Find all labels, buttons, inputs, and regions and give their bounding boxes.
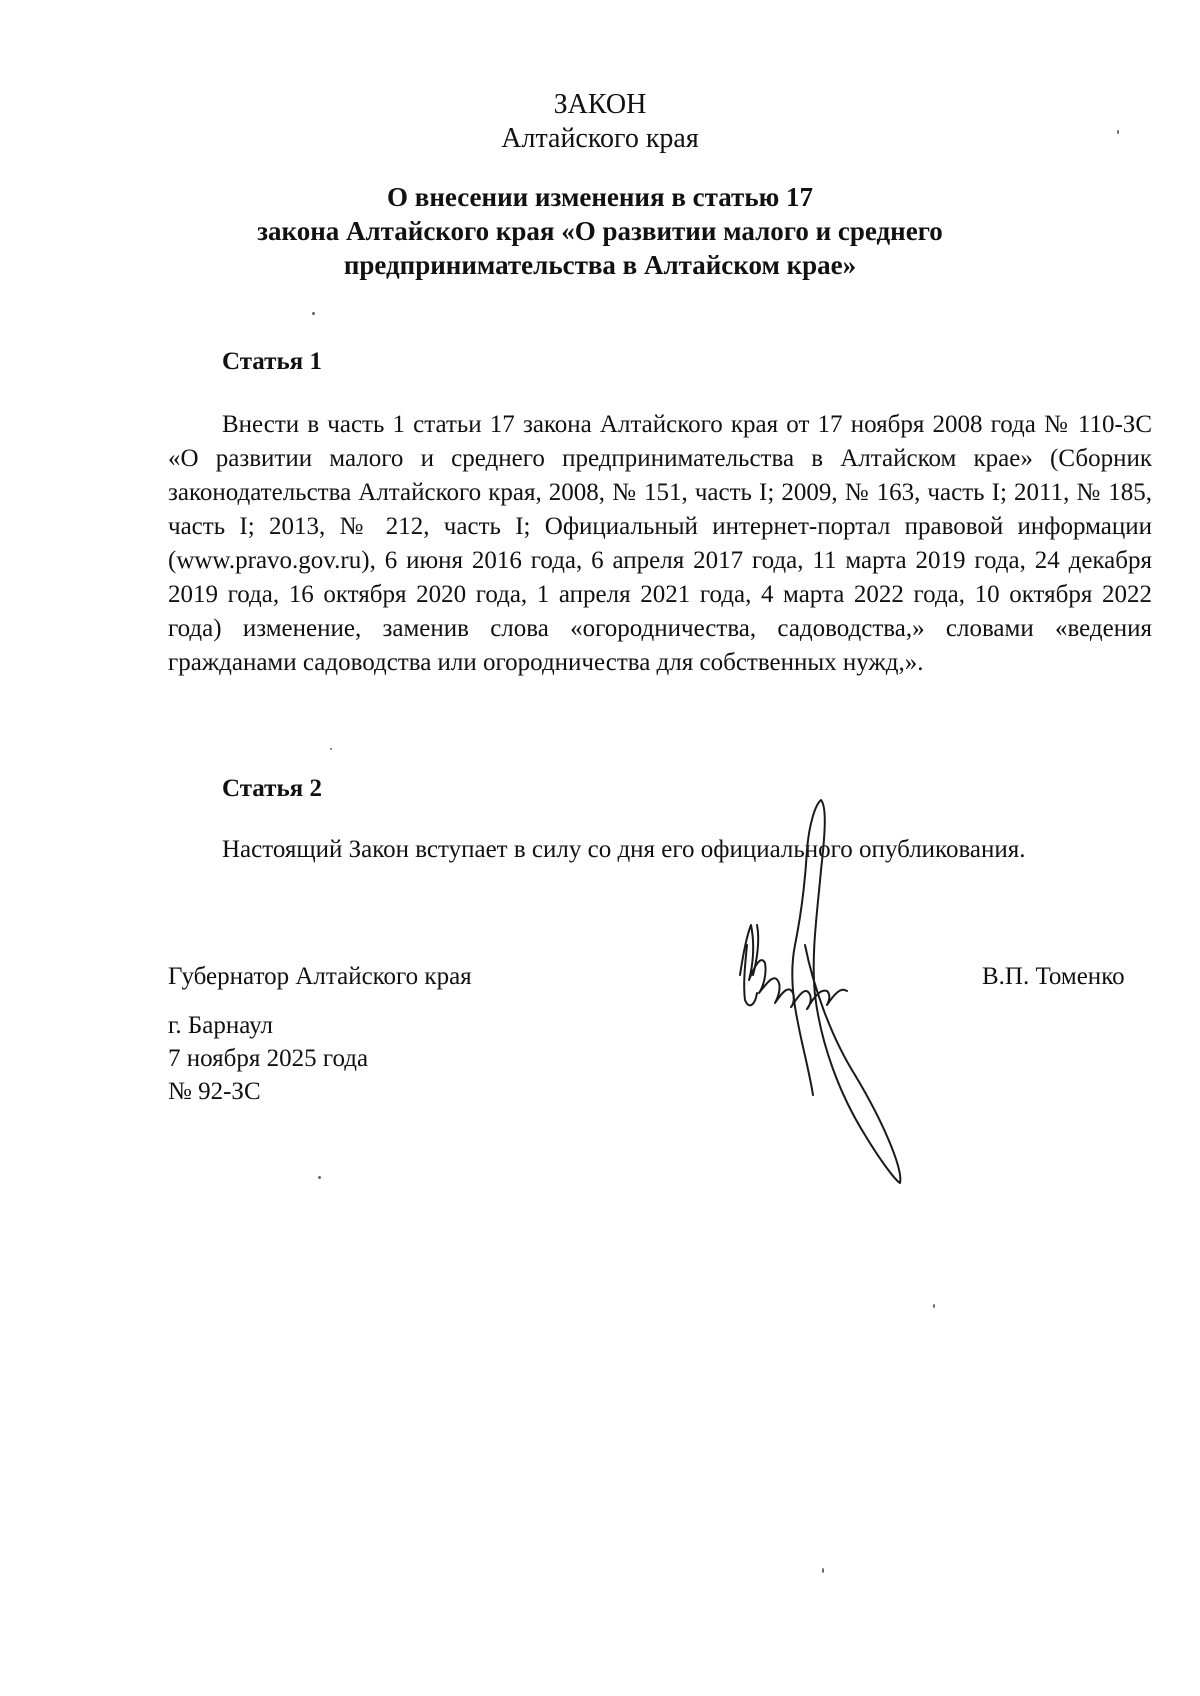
title-line-2: закона Алтайского края «О развитии малого и среднего [257, 216, 943, 246]
scan-speck [312, 312, 315, 315]
scan-speck [822, 1568, 824, 1573]
signatory-name: В.П. Томенко [982, 963, 1125, 990]
article-1-text-content: Внести в часть 1 статьи 17 закона Алтайского края от 17 ноября 2008 года № 110-ЗС «О развитии малого и среднего предпринимательства в Алтайском крае» (Сборник законодательства Алтайского края, 2008, № 151, часть I; 2009, № 163, часть I; 2011, № 185, часть I; 2013, № 212, часть I; Официальный интернет-портал правовой информации (www.pravo.gov.ru), 6 июня 2016 года, 6 апреля 2017 года, 11 марта 2019 года, 24 декабря 2019 года, 16 октября 2020 года, 1 апреля 2021 года, 4 марта 2022 года, 10 октября 2022 года) изменение, заменив слова «огородничества, садоводства,» словами «ведения гражданами садоводства или огородничества для собственных нужд,». [168, 411, 1152, 676]
scan-speck [318, 1176, 321, 1179]
article-1-heading: Статья 1 [222, 348, 322, 375]
article-2-heading: Статья 2 [222, 775, 322, 802]
doc-type: ЗАКОН [553, 89, 647, 120]
signatory-position: Губернатор Алтайского края [168, 963, 472, 990]
scan-speck [933, 1304, 935, 1308]
doc-region: Алтайского края [501, 123, 699, 154]
signing-date: 7 ноября 2025 года [168, 1045, 369, 1072]
scan-speck [330, 748, 332, 750]
signing-city: г. Барнаул [168, 1012, 273, 1039]
scan-speck [1117, 130, 1119, 134]
handwritten-signature [735, 795, 915, 1190]
title-line-1: О внесении изменения в статью 17 [387, 182, 813, 212]
title-line-3: предпринимательства в Алтайском крае» [343, 250, 857, 280]
article-1-text [168, 408, 1152, 680]
article-2-text: Настоящий Закон вступает в силу со дня его официального опубликования. [222, 836, 1026, 863]
law-number: № 92-ЗС [168, 1078, 261, 1105]
